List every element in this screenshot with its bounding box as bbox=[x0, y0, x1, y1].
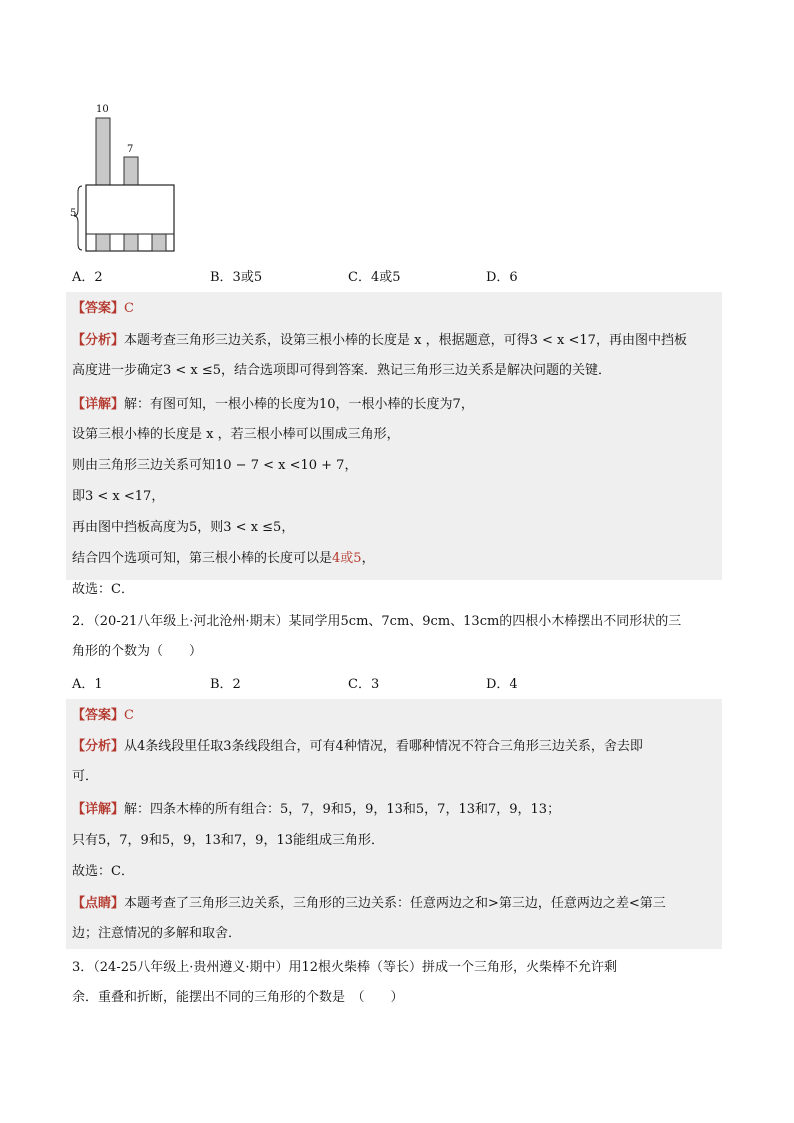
stick-figure bbox=[70, 98, 190, 258]
stick-diagram bbox=[70, 98, 190, 258]
q2-analysis-line1: 【分析】从4条线段里任取3条线段组合，可有4种情况，看哪种情况不符合三角形三边关系，舍去即 bbox=[72, 739, 643, 754]
q2-option-c: C．3 bbox=[348, 677, 380, 692]
q2-stem-line1: 2．（20-21八年级上·河北沧州·期末）某同学用5cm、7cm、9cm、13cm的四根小木棒摆出不同形状的三 bbox=[72, 614, 682, 629]
q1-detail-line1: 【详解】解：有图可知，一根小棒的长度为10，一根小棒的长度为7， bbox=[72, 397, 474, 412]
stick-base-3 bbox=[152, 234, 166, 251]
q2-option-b: B．2 bbox=[210, 677, 241, 692]
stick-base-2 bbox=[124, 234, 138, 251]
q1-detail-line5: 再由图中挡板高度为5，则3 < x ≤5， bbox=[72, 520, 295, 535]
q1-option-b: B．3或5 bbox=[210, 270, 263, 285]
stick-7 bbox=[124, 157, 138, 186]
q1-detail-line6: 结合四个选项可知，第三根小棒的长度可以是4或5， bbox=[72, 551, 375, 566]
q3-stem-line2: 余．重叠和折断，能摆出不同的三角形的个数是 （ ） bbox=[72, 990, 404, 1005]
label-7: 7 bbox=[127, 144, 134, 155]
q1-analysis-line1: 【分析】本题考查三角形三边关系，设第三根小棒的长度是 x ，根据题意，可得3 < x <17，再由图中挡板 bbox=[72, 333, 687, 348]
q2-stem-line2: 角形的个数为（ ） bbox=[72, 644, 203, 659]
q3-stem-line1: 3．（24-25八年级上·贵州遵义·期中）用12根火柴棒（等长）拼成一个三角形，火柴棒不允许剩 bbox=[72, 960, 618, 975]
q2-comment-line1: 【点睛】本题考查了三角形三边关系，三角形的三边关系：任意两边之和>第三边，任意两边之差<第三 bbox=[72, 896, 666, 911]
q2-detail-line2: 只有5，7，9和5，9，13和7，9，13能组成三角形． bbox=[72, 833, 384, 848]
label-5: 5 bbox=[70, 208, 77, 219]
q1-answer: 【答案】C bbox=[72, 301, 134, 316]
q2-choose: 故选：C． bbox=[72, 864, 134, 879]
q1-detail-line3: 则由三角形三边关系可知10 − 7 < x <10 + 7， bbox=[72, 458, 358, 473]
q1-choose: 故选：C． bbox=[72, 582, 134, 597]
label-10: 10 bbox=[96, 104, 109, 115]
q1-option-d: D．6 bbox=[486, 270, 518, 285]
stick-base-1 bbox=[96, 234, 110, 251]
q2-option-d: D．4 bbox=[486, 677, 518, 692]
q2-detail-line1: 【详解】解：四条木棒的所有组合：5，7，9和5，9，13和5，7，13和7，9，13； bbox=[72, 802, 561, 817]
q2-comment-line2: 边；注意情况的多解和取舍． bbox=[72, 926, 242, 941]
q1-detail-line4: 即3 < x <17， bbox=[72, 489, 165, 504]
q1-option-c: C．4或5 bbox=[348, 270, 401, 285]
q1-analysis-line2: 高度进一步确定3 < x ≤5，结合选项即可得到答案．熟记三角形三边关系是解决问题的关键． bbox=[72, 363, 612, 378]
q1-detail-line2: 设第三根小棒的长度是 x ，若三根小棒可以围成三角形， bbox=[72, 427, 400, 442]
q2-answer: 【答案】C bbox=[72, 708, 134, 723]
q2-option-a: A．1 bbox=[72, 677, 103, 692]
q1-option-a: A．2 bbox=[72, 270, 103, 285]
stick-10 bbox=[96, 118, 110, 186]
q2-analysis-line2: 可． bbox=[72, 769, 99, 784]
